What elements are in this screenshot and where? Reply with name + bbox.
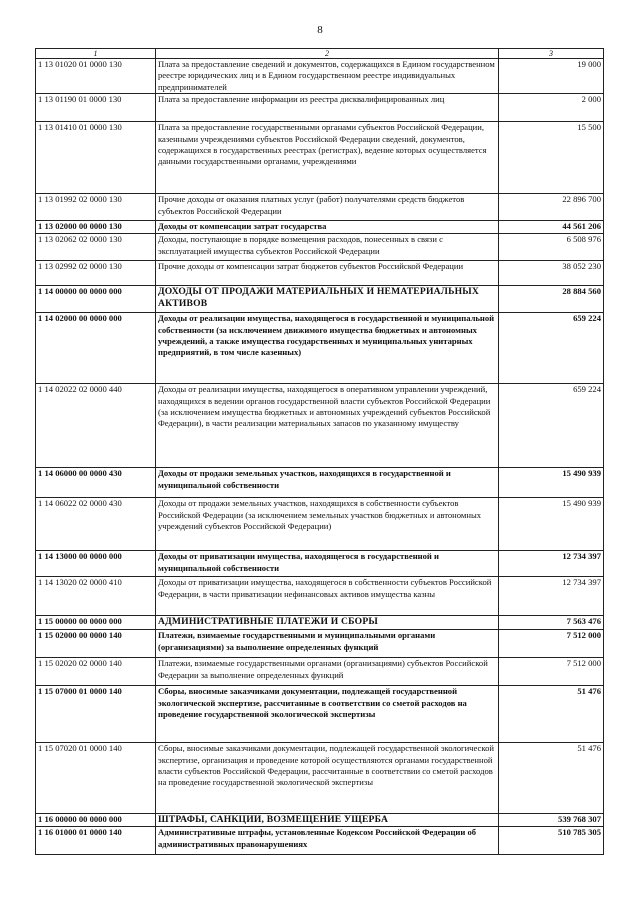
amount-cell: 539 768 307 [499, 814, 604, 827]
budget-code-cell: 1 15 02000 00 0000 140 [36, 630, 156, 658]
revenue-name-cell: Платежи, взимаемые государственными и муниципальными органами (организациями) за выполнение определенных функций [156, 630, 499, 658]
column-number: 3 [499, 49, 604, 59]
revenue-name-cell: Административные штрафы, установленные Кодексом Российской Федерации об административных правонарушениях [156, 827, 499, 855]
revenue-name-cell: Доходы от приватизации имущества, находящегося в собственности субъектов Российской Федерации, в части приватизации нефинансовых активов имущества казны [156, 577, 499, 616]
table-row [36, 658, 604, 686]
revenue-name-cell: Доходы от продажи земельных участков, находящихся в государственной и муниципальной собственности [156, 468, 499, 498]
amount-cell: 19 000 [499, 59, 604, 94]
revenue-name-cell: АДМИНИСТРАТИВНЫЕ ПЛАТЕЖИ И СБОРЫ [156, 616, 499, 630]
budget-code-cell: 1 14 13020 02 0000 410 [36, 577, 156, 616]
amount-cell: 15 500 [499, 122, 604, 194]
amount-cell: 51 476 [499, 686, 604, 743]
budget-code-cell: 1 15 07000 01 0000 140 [36, 686, 156, 743]
page-number: 8 [317, 24, 323, 36]
table-row [36, 234, 604, 261]
revenue-name-cell: Доходы от приватизации имущества, находящегося в государственной и муниципальной собственности [156, 551, 499, 577]
budget-code-cell: 1 13 01410 01 0000 130 [36, 122, 156, 194]
revenue-name-cell: Плата за предоставление информации из реестра дисквалифицированных лиц [156, 94, 499, 122]
amount-cell: 22 896 700 [499, 194, 604, 221]
revenue-name-cell: Прочие доходы от компенсации затрат бюджетов субъектов Российской Федерации [156, 261, 499, 286]
budget-code-cell: 1 15 02020 02 0000 140 [36, 658, 156, 686]
budget-code-cell: 1 13 02000 00 0000 130 [36, 221, 156, 234]
revenue-name-cell: ШТРАФЫ, САНКЦИИ, ВОЗМЕЩЕНИЕ УЩЕРБА [156, 814, 499, 827]
table-row [36, 384, 604, 468]
revenue-name-cell: Доходы от реализации имущества, находящегося в государственной и муниципальной собственности (за исключением движимого имущества бюджетных и автономных учреждений, а также имущества государственных и муниципальных унитарных предприятий, в том числе казенных) [156, 313, 499, 384]
table-row [36, 551, 604, 577]
revenue-name-cell: Доходы, поступающие в порядке возмещения расходов, понесенных в связи с эксплуатацией имущества субъектов Российской Федерации [156, 234, 499, 261]
amount-cell: 7 563 476 [499, 616, 604, 630]
table-row [36, 94, 604, 122]
table-row [36, 630, 604, 658]
table-row [36, 59, 604, 94]
amount-cell: 44 561 206 [499, 221, 604, 234]
table-row [36, 827, 604, 855]
budget-code-cell: 1 13 01992 02 0000 130 [36, 194, 156, 221]
amount-cell: 6 508 976 [499, 234, 604, 261]
amount-cell: 659 224 [499, 313, 604, 384]
budget-code-cell: 1 14 02000 00 0000 000 [36, 313, 156, 384]
budget-code-cell: 1 14 06000 00 0000 430 [36, 468, 156, 498]
budget-code-cell: 1 15 07020 01 0000 140 [36, 743, 156, 814]
amount-cell: 15 490 939 [499, 468, 604, 498]
column-number: 1 [36, 49, 156, 59]
table-row [36, 122, 604, 194]
budget-code-cell: 1 14 13000 00 0000 000 [36, 551, 156, 577]
revenue-name-cell: Платежи, взимаемые государственными органами (организациями) субъектов Российской Федерации за выполнение определенных функций [156, 658, 499, 686]
amount-cell: 28 884 560 [499, 286, 604, 313]
amount-cell: 12 734 397 [499, 551, 604, 577]
table-row [36, 313, 604, 384]
amount-cell: 38 052 230 [499, 261, 604, 286]
table-row [36, 194, 604, 221]
budget-code-cell: 1 13 02992 02 0000 130 [36, 261, 156, 286]
table-row [36, 743, 604, 814]
budget-code-cell: 1 13 01020 01 0000 130 [36, 59, 156, 94]
budget-code-cell: 1 14 00000 00 0000 000 [36, 286, 156, 313]
amount-cell: 15 490 939 [499, 498, 604, 551]
table-row [36, 286, 604, 313]
revenue-name-cell: Доходы от реализации имущества, находящегося в оперативном управлении учреждений, находящихся в ведении органов государственной власти субъектов Российской Федерации (за исключением имущества бюджетных и автономных учреждений субъектов Российской Федерации), в части реализации материальных запасов по указанному имуществу [156, 384, 499, 468]
revenue-name-cell: Плата за предоставление сведений и документов, содержащихся в Едином государственном реестре юридических лиц и в Едином государственном реестре индивидуальных предпринимателей [156, 59, 499, 94]
amount-cell: 2 000 [499, 94, 604, 122]
amount-cell: 7 512 000 [499, 658, 604, 686]
budget-code-cell: 1 16 00000 00 0000 000 [36, 814, 156, 827]
revenue-name-cell: Сборы, вносимые заказчиками документации, подлежащей государственной экологической экспертизе, рассчитанные в соответствии со сметой расходов на проведение государственной экологической экспертизы [156, 686, 499, 743]
amount-cell: 12 734 397 [499, 577, 604, 616]
amount-cell: 659 224 [499, 384, 604, 468]
table-row [36, 498, 604, 551]
amount-cell: 51 476 [499, 743, 604, 814]
budget-code-cell: 1 16 01000 01 0000 140 [36, 827, 156, 855]
revenue-name-cell: Прочие доходы от оказания платных услуг (работ) получателями средств бюджетов субъектов Российской Федерации [156, 194, 499, 221]
table-row [36, 814, 604, 827]
budget-code-cell: 1 15 00000 00 0000 000 [36, 616, 156, 630]
table-row [36, 616, 604, 630]
table-row [36, 577, 604, 616]
table-row [36, 468, 604, 498]
column-number-row [36, 49, 604, 59]
amount-cell: 510 785 305 [499, 827, 604, 855]
table-row [36, 686, 604, 743]
revenue-name-cell: Плата за предоставление государственными органами субъектов Российской Федерации, казенными учреждениями субъектов Российской Федерации сведений, документов, содержащихся в государственных реестрах (регистрах), ведение которых осуществляется данными государственными органами, учреждениями [156, 122, 499, 194]
revenue-table [35, 48, 604, 855]
revenue-name-cell: ДОХОДЫ ОТ ПРОДАЖИ МАТЕРИАЛЬНЫХ И НЕМАТЕРИАЛЬНЫХ АКТИВОВ [156, 286, 499, 313]
amount-cell: 7 512 000 [499, 630, 604, 658]
column-number: 2 [156, 49, 499, 59]
table-row [36, 221, 604, 234]
budget-code-cell: 1 14 02022 02 0000 440 [36, 384, 156, 468]
budget-code-cell: 1 14 06022 02 0000 430 [36, 498, 156, 551]
budget-code-cell: 1 13 01190 01 0000 130 [36, 94, 156, 122]
table-row [36, 261, 604, 286]
budget-code-cell: 1 13 02062 02 0000 130 [36, 234, 156, 261]
revenue-name-cell: Сборы, вносимые заказчиками документации, подлежащей государственной экологической экспертизе, организация и проведение которой осуществляются органами государственной власти субъектов Российской Федерации, рассчитанные в соответствии со сметой расходов на проведение государственной экологической экспертизы [156, 743, 499, 814]
revenue-name-cell: Доходы от компенсации затрат государства [156, 221, 499, 234]
revenue-name-cell: Доходы от продажи земельных участков, находящихся в собственности субъектов Российской Федерации (за исключением земельных участков бюджетных и автономных учреждений субъектов Российской Федерации) [156, 498, 499, 551]
